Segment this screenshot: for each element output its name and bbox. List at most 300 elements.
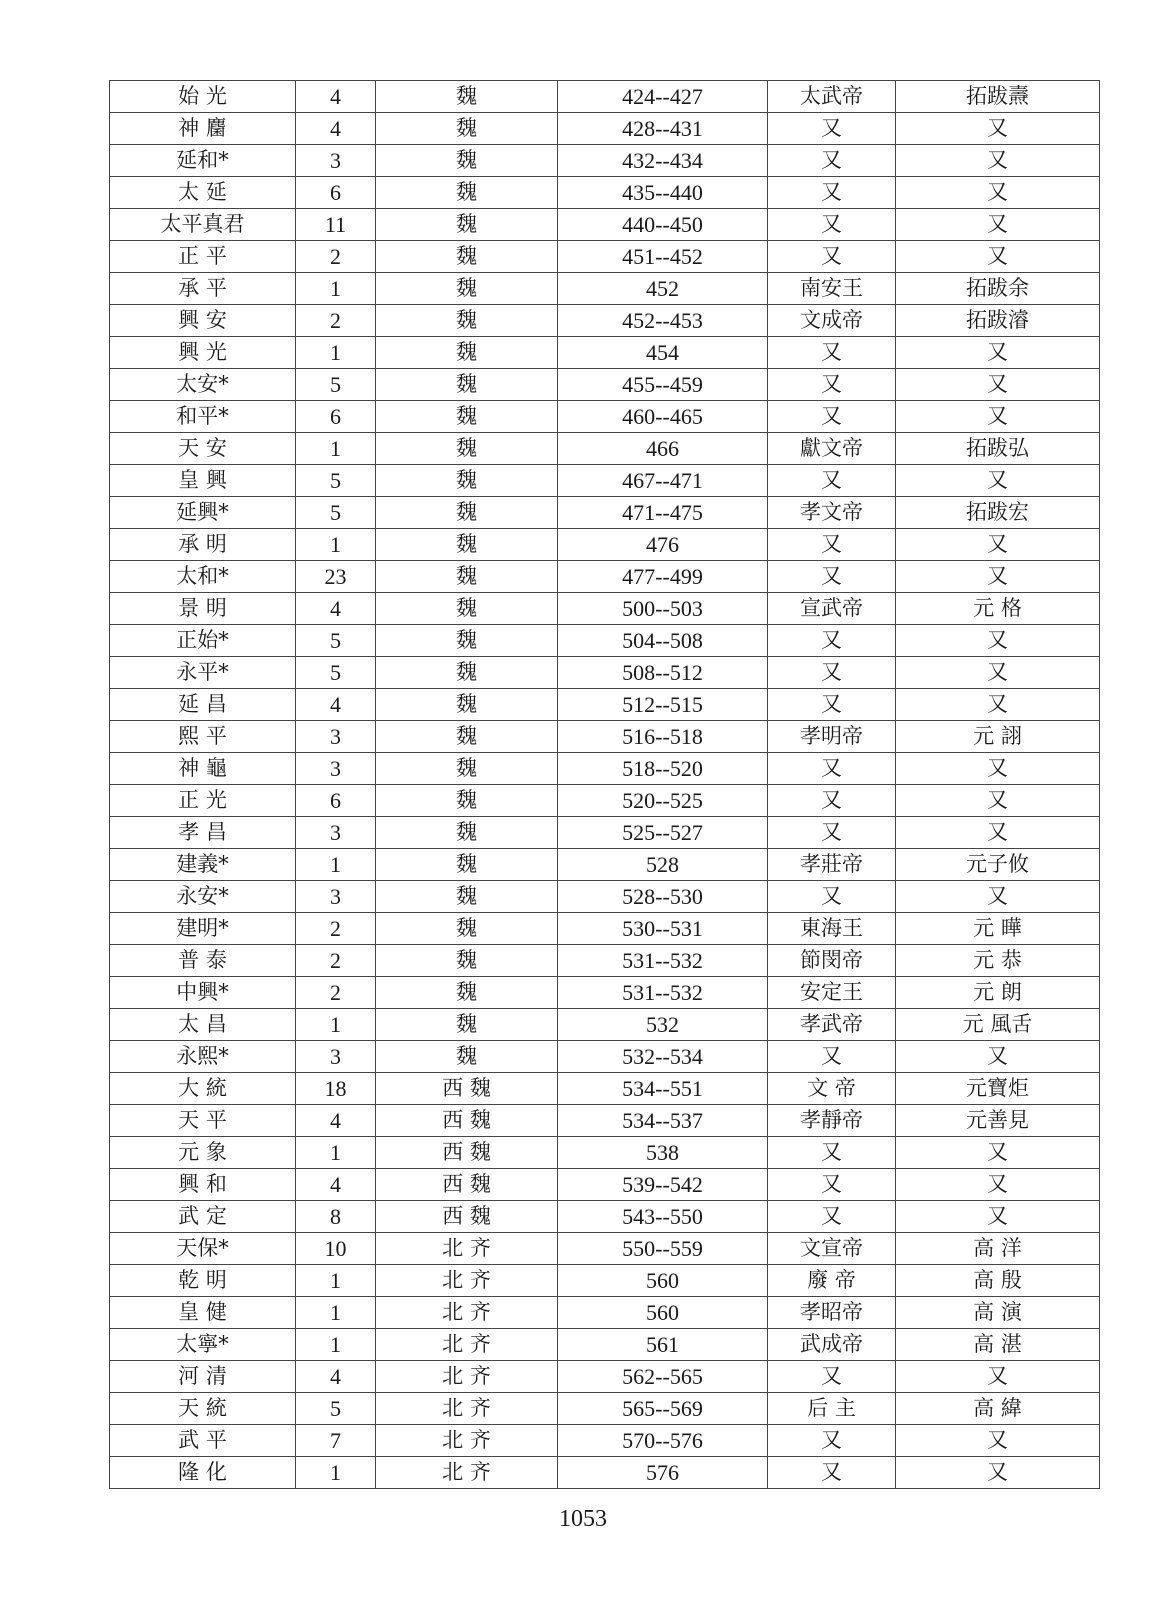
table-row — [110, 785, 1100, 817]
emperor-title-cell: 又 — [768, 529, 896, 561]
table-row — [110, 1329, 1100, 1361]
emperor-title-cell: 節閔帝 — [768, 945, 896, 977]
years-count-cell: 5 — [296, 1393, 376, 1425]
emperor-title-cell: 文成帝 — [768, 305, 896, 337]
era-name-cell: 元 象 — [110, 1137, 296, 1169]
dynasty-cell: 魏 — [376, 1041, 558, 1073]
dynasty-cell: 魏 — [376, 913, 558, 945]
emperor-name-cell: 高 洋 — [896, 1233, 1100, 1265]
era-name-cell: 河 清 — [110, 1361, 296, 1393]
dynasty-cell: 北 齐 — [376, 1425, 558, 1457]
era-name-cell: 天保* — [110, 1233, 296, 1265]
emperor-name-cell: 又 — [896, 1041, 1100, 1073]
dynasty-cell: 西 魏 — [376, 1137, 558, 1169]
table-row — [110, 1041, 1100, 1073]
table-row — [110, 497, 1100, 529]
emperor-title-cell: 又 — [768, 561, 896, 593]
year-range-cell: 560 — [558, 1265, 768, 1297]
era-name-cell: 孝 昌 — [110, 817, 296, 849]
table-row — [110, 305, 1100, 337]
year-range-cell: 538 — [558, 1137, 768, 1169]
dynasty-cell: 魏 — [376, 497, 558, 529]
years-count-cell: 1 — [296, 1265, 376, 1297]
era-name-cell: 普 泰 — [110, 945, 296, 977]
years-count-cell: 1 — [296, 337, 376, 369]
table-row — [110, 1073, 1100, 1105]
years-count-cell: 5 — [296, 625, 376, 657]
emperor-title-cell: 孝明帝 — [768, 721, 896, 753]
era-table-body — [110, 81, 1100, 1489]
emperor-name-cell: 又 — [896, 209, 1100, 241]
emperor-title-cell: 又 — [768, 817, 896, 849]
emperor-name-cell: 又 — [896, 817, 1100, 849]
emperor-name-cell: 又 — [896, 1137, 1100, 1169]
year-range-cell: 565--569 — [558, 1393, 768, 1425]
emperor-name-cell: 又 — [896, 1201, 1100, 1233]
years-count-cell: 1 — [296, 1009, 376, 1041]
year-range-cell: 530--531 — [558, 913, 768, 945]
table-row — [110, 1265, 1100, 1297]
years-count-cell: 2 — [296, 305, 376, 337]
emperor-title-cell: 又 — [768, 465, 896, 497]
emperor-title-cell: 又 — [768, 177, 896, 209]
emperor-title-cell: 又 — [768, 1457, 896, 1489]
dynasty-cell: 魏 — [376, 81, 558, 113]
table-row — [110, 1233, 1100, 1265]
era-name-cell: 永平* — [110, 657, 296, 689]
era-name-cell: 建明* — [110, 913, 296, 945]
emperor-name-cell: 元 曄 — [896, 913, 1100, 945]
era-name-cell: 神 龜 — [110, 753, 296, 785]
dynasty-cell: 魏 — [376, 273, 558, 305]
years-count-cell: 10 — [296, 1233, 376, 1265]
dynasty-cell: 魏 — [376, 433, 558, 465]
emperor-name-cell: 又 — [896, 177, 1100, 209]
years-count-cell: 5 — [296, 657, 376, 689]
dynasty-cell: 魏 — [376, 721, 558, 753]
year-range-cell: 432--434 — [558, 145, 768, 177]
emperor-name-cell: 又 — [896, 689, 1100, 721]
dynasty-cell: 北 齐 — [376, 1329, 558, 1361]
year-range-cell: 476 — [558, 529, 768, 561]
table-row — [110, 241, 1100, 273]
era-name-cell: 熙 平 — [110, 721, 296, 753]
years-count-cell: 1 — [296, 433, 376, 465]
dynasty-cell: 魏 — [376, 561, 558, 593]
years-count-cell: 3 — [296, 881, 376, 913]
emperor-name-cell: 元 風舌 — [896, 1009, 1100, 1041]
emperor-name-cell: 又 — [896, 561, 1100, 593]
year-range-cell: 570--576 — [558, 1425, 768, 1457]
table-row — [110, 721, 1100, 753]
dynasty-cell: 北 齐 — [376, 1265, 558, 1297]
year-range-cell: 562--565 — [558, 1361, 768, 1393]
emperor-name-cell: 又 — [896, 1425, 1100, 1457]
era-name-cell: 興 和 — [110, 1169, 296, 1201]
dynasty-cell: 西 魏 — [376, 1201, 558, 1233]
year-range-cell: 504--508 — [558, 625, 768, 657]
dynasty-cell: 魏 — [376, 465, 558, 497]
years-count-cell: 1 — [296, 1457, 376, 1489]
dynasty-cell: 魏 — [376, 369, 558, 401]
table-row — [110, 945, 1100, 977]
table-row — [110, 145, 1100, 177]
era-name-cell: 太和* — [110, 561, 296, 593]
years-count-cell: 4 — [296, 1361, 376, 1393]
table-row — [110, 657, 1100, 689]
era-name-cell: 皇 興 — [110, 465, 296, 497]
year-range-cell: 531--532 — [558, 977, 768, 1009]
emperor-name-cell: 又 — [896, 625, 1100, 657]
year-range-cell: 531--532 — [558, 945, 768, 977]
era-name-cell: 承 平 — [110, 273, 296, 305]
emperor-name-cell: 拓跋弘 — [896, 433, 1100, 465]
emperor-name-cell: 元 朗 — [896, 977, 1100, 1009]
emperor-name-cell: 又 — [896, 1361, 1100, 1393]
era-name-cell: 承 明 — [110, 529, 296, 561]
era-name-cell: 乾 明 — [110, 1265, 296, 1297]
era-name-cell: 神 麕 — [110, 113, 296, 145]
table-row — [110, 1169, 1100, 1201]
emperor-title-cell: 孝莊帝 — [768, 849, 896, 881]
years-count-cell: 1 — [296, 1329, 376, 1361]
table-row — [110, 81, 1100, 113]
emperor-name-cell: 元 格 — [896, 593, 1100, 625]
emperor-name-cell: 拓跋燾 — [896, 81, 1100, 113]
era-name-cell: 正 光 — [110, 785, 296, 817]
era-name-cell: 始 光 — [110, 81, 296, 113]
emperor-name-cell: 又 — [896, 1169, 1100, 1201]
dynasty-cell: 西 魏 — [376, 1073, 558, 1105]
years-count-cell: 3 — [296, 817, 376, 849]
emperor-name-cell: 拓跋濬 — [896, 305, 1100, 337]
year-range-cell: 466 — [558, 433, 768, 465]
emperor-name-cell: 元 詡 — [896, 721, 1100, 753]
dynasty-cell: 魏 — [376, 849, 558, 881]
year-range-cell: 471--475 — [558, 497, 768, 529]
years-count-cell: 18 — [296, 1073, 376, 1105]
dynasty-cell: 魏 — [376, 881, 558, 913]
year-range-cell: 516--518 — [558, 721, 768, 753]
dynasty-cell: 北 齐 — [376, 1393, 558, 1425]
table-row — [110, 401, 1100, 433]
years-count-cell: 1 — [296, 849, 376, 881]
era-name-cell: 興 光 — [110, 337, 296, 369]
year-range-cell: 460--465 — [558, 401, 768, 433]
table-row — [110, 977, 1100, 1009]
years-count-cell: 1 — [296, 1137, 376, 1169]
era-name-cell: 正 平 — [110, 241, 296, 273]
year-range-cell: 512--515 — [558, 689, 768, 721]
emperor-title-cell: 廢 帝 — [768, 1265, 896, 1297]
emperor-name-cell: 高 演 — [896, 1297, 1100, 1329]
era-name-cell: 太 昌 — [110, 1009, 296, 1041]
years-count-cell: 1 — [296, 1297, 376, 1329]
year-range-cell: 543--550 — [558, 1201, 768, 1233]
dynasty-cell: 魏 — [376, 177, 558, 209]
years-count-cell: 6 — [296, 401, 376, 433]
emperor-name-cell: 元寶炬 — [896, 1073, 1100, 1105]
years-count-cell: 4 — [296, 1105, 376, 1137]
emperor-title-cell: 又 — [768, 241, 896, 273]
era-name-table — [109, 80, 1100, 1489]
table-row — [110, 209, 1100, 241]
year-range-cell: 561 — [558, 1329, 768, 1361]
year-range-cell: 454 — [558, 337, 768, 369]
era-name-cell: 武 平 — [110, 1425, 296, 1457]
table-row — [110, 1201, 1100, 1233]
table-row — [110, 625, 1100, 657]
era-name-cell: 天 平 — [110, 1105, 296, 1137]
years-count-cell: 1 — [296, 529, 376, 561]
emperor-title-cell: 文宣帝 — [768, 1233, 896, 1265]
years-count-cell: 3 — [296, 145, 376, 177]
year-range-cell: 532 — [558, 1009, 768, 1041]
year-range-cell: 455--459 — [558, 369, 768, 401]
year-range-cell: 532--534 — [558, 1041, 768, 1073]
era-name-cell: 天 統 — [110, 1393, 296, 1425]
years-count-cell: 3 — [296, 1041, 376, 1073]
emperor-title-cell: 又 — [768, 689, 896, 721]
emperor-title-cell: 又 — [768, 113, 896, 145]
years-count-cell: 4 — [296, 689, 376, 721]
emperor-title-cell: 又 — [768, 881, 896, 913]
era-name-cell: 延興* — [110, 497, 296, 529]
emperor-name-cell: 又 — [896, 241, 1100, 273]
table-row — [110, 1297, 1100, 1329]
year-range-cell: 534--537 — [558, 1105, 768, 1137]
dynasty-cell: 魏 — [376, 1009, 558, 1041]
years-count-cell: 6 — [296, 177, 376, 209]
emperor-title-cell: 孝武帝 — [768, 1009, 896, 1041]
era-name-cell: 中興* — [110, 977, 296, 1009]
emperor-title-cell: 又 — [768, 401, 896, 433]
year-range-cell: 520--525 — [558, 785, 768, 817]
table-row — [110, 881, 1100, 913]
years-count-cell: 3 — [296, 753, 376, 785]
year-range-cell: 576 — [558, 1457, 768, 1489]
emperor-title-cell: 東海王 — [768, 913, 896, 945]
table-row — [110, 273, 1100, 305]
era-name-cell: 皇 健 — [110, 1297, 296, 1329]
year-range-cell: 534--551 — [558, 1073, 768, 1105]
era-name-cell: 延和* — [110, 145, 296, 177]
era-name-cell: 太安* — [110, 369, 296, 401]
emperor-name-cell: 又 — [896, 529, 1100, 561]
year-range-cell: 539--542 — [558, 1169, 768, 1201]
era-name-cell: 和平* — [110, 401, 296, 433]
year-range-cell: 467--471 — [558, 465, 768, 497]
emperor-name-cell: 拓跋宏 — [896, 497, 1100, 529]
year-range-cell: 550--559 — [558, 1233, 768, 1265]
table-row — [110, 465, 1100, 497]
years-count-cell: 1 — [296, 273, 376, 305]
dynasty-cell: 魏 — [376, 753, 558, 785]
emperor-name-cell: 高 緯 — [896, 1393, 1100, 1425]
table-row — [110, 913, 1100, 945]
emperor-name-cell: 又 — [896, 337, 1100, 369]
years-count-cell: 4 — [296, 113, 376, 145]
years-count-cell: 4 — [296, 81, 376, 113]
year-range-cell: 508--512 — [558, 657, 768, 689]
era-name-cell: 興 安 — [110, 305, 296, 337]
era-name-cell: 正始* — [110, 625, 296, 657]
emperor-title-cell: 又 — [768, 209, 896, 241]
year-range-cell: 528 — [558, 849, 768, 881]
table-row — [110, 433, 1100, 465]
table-row — [110, 113, 1100, 145]
era-name-cell: 永熙* — [110, 1041, 296, 1073]
emperor-title-cell: 又 — [768, 1169, 896, 1201]
dynasty-cell: 魏 — [376, 145, 558, 177]
emperor-title-cell: 又 — [768, 657, 896, 689]
table-row — [110, 529, 1100, 561]
emperor-title-cell: 又 — [768, 1137, 896, 1169]
years-count-cell: 5 — [296, 369, 376, 401]
emperor-name-cell: 元 恭 — [896, 945, 1100, 977]
years-count-cell: 2 — [296, 241, 376, 273]
emperor-name-cell: 元善見 — [896, 1105, 1100, 1137]
emperor-title-cell: 孝昭帝 — [768, 1297, 896, 1329]
dynasty-cell: 西 魏 — [376, 1105, 558, 1137]
emperor-title-cell: 太武帝 — [768, 81, 896, 113]
emperor-name-cell: 又 — [896, 881, 1100, 913]
table-row — [110, 849, 1100, 881]
emperor-title-cell: 又 — [768, 1041, 896, 1073]
era-name-cell: 永安* — [110, 881, 296, 913]
table-row — [110, 753, 1100, 785]
table-row — [110, 593, 1100, 625]
dynasty-cell: 魏 — [376, 209, 558, 241]
emperor-title-cell: 又 — [768, 1425, 896, 1457]
era-name-cell: 天 安 — [110, 433, 296, 465]
emperor-title-cell: 獻文帝 — [768, 433, 896, 465]
year-range-cell: 428--431 — [558, 113, 768, 145]
years-count-cell: 5 — [296, 465, 376, 497]
emperor-name-cell: 又 — [896, 369, 1100, 401]
years-count-cell: 5 — [296, 497, 376, 529]
table-row — [110, 561, 1100, 593]
years-count-cell: 2 — [296, 977, 376, 1009]
table-row — [110, 337, 1100, 369]
table-row — [110, 1361, 1100, 1393]
year-range-cell: 525--527 — [558, 817, 768, 849]
table-row — [110, 817, 1100, 849]
emperor-title-cell: 孝靜帝 — [768, 1105, 896, 1137]
dynasty-cell: 魏 — [376, 625, 558, 657]
era-name-cell: 武 定 — [110, 1201, 296, 1233]
dynasty-cell: 北 齐 — [376, 1233, 558, 1265]
years-count-cell: 23 — [296, 561, 376, 593]
years-count-cell: 4 — [296, 1169, 376, 1201]
years-count-cell: 2 — [296, 913, 376, 945]
era-name-cell: 太 延 — [110, 177, 296, 209]
era-name-cell: 建義* — [110, 849, 296, 881]
year-range-cell: 424--427 — [558, 81, 768, 113]
table-row — [110, 1393, 1100, 1425]
era-name-cell: 隆 化 — [110, 1457, 296, 1489]
emperor-title-cell: 后 主 — [768, 1393, 896, 1425]
dynasty-cell: 魏 — [376, 305, 558, 337]
emperor-title-cell: 南安王 — [768, 273, 896, 305]
emperor-title-cell: 又 — [768, 145, 896, 177]
years-count-cell: 11 — [296, 209, 376, 241]
dynasty-cell: 魏 — [376, 241, 558, 273]
dynasty-cell: 魏 — [376, 977, 558, 1009]
table-row — [110, 369, 1100, 401]
year-range-cell: 440--450 — [558, 209, 768, 241]
emperor-name-cell: 又 — [896, 753, 1100, 785]
years-count-cell: 3 — [296, 721, 376, 753]
dynasty-cell: 魏 — [376, 401, 558, 433]
year-range-cell: 500--503 — [558, 593, 768, 625]
emperor-name-cell: 又 — [896, 401, 1100, 433]
era-name-cell: 太平真君 — [110, 209, 296, 241]
emperor-title-cell: 又 — [768, 337, 896, 369]
dynasty-cell: 魏 — [376, 817, 558, 849]
emperor-title-cell: 又 — [768, 369, 896, 401]
emperor-title-cell: 又 — [768, 1361, 896, 1393]
year-range-cell: 528--530 — [558, 881, 768, 913]
emperor-title-cell: 文 帝 — [768, 1073, 896, 1105]
table-row — [110, 689, 1100, 721]
years-count-cell: 8 — [296, 1201, 376, 1233]
era-name-cell: 大 統 — [110, 1073, 296, 1105]
years-count-cell: 4 — [296, 593, 376, 625]
years-count-cell: 7 — [296, 1425, 376, 1457]
emperor-name-cell: 又 — [896, 1457, 1100, 1489]
table-row — [110, 1105, 1100, 1137]
dynasty-cell: 魏 — [376, 785, 558, 817]
emperor-name-cell: 又 — [896, 657, 1100, 689]
emperor-title-cell: 孝文帝 — [768, 497, 896, 529]
emperor-title-cell: 又 — [768, 625, 896, 657]
table-row — [110, 177, 1100, 209]
year-range-cell: 560 — [558, 1297, 768, 1329]
year-range-cell: 477--499 — [558, 561, 768, 593]
emperor-title-cell: 安定王 — [768, 977, 896, 1009]
emperor-title-cell: 又 — [768, 753, 896, 785]
table-row — [110, 1425, 1100, 1457]
dynasty-cell: 魏 — [376, 945, 558, 977]
year-range-cell: 518--520 — [558, 753, 768, 785]
era-name-cell: 延 昌 — [110, 689, 296, 721]
emperor-title-cell: 宣武帝 — [768, 593, 896, 625]
dynasty-cell: 北 齐 — [376, 1457, 558, 1489]
era-name-cell: 太寧* — [110, 1329, 296, 1361]
emperor-name-cell: 又 — [896, 785, 1100, 817]
dynasty-cell: 魏 — [376, 657, 558, 689]
dynasty-cell: 北 齐 — [376, 1297, 558, 1329]
emperor-title-cell: 又 — [768, 785, 896, 817]
dynasty-cell: 北 齐 — [376, 1361, 558, 1393]
year-range-cell: 451--452 — [558, 241, 768, 273]
emperor-title-cell: 武成帝 — [768, 1329, 896, 1361]
year-range-cell: 452 — [558, 273, 768, 305]
table-row — [110, 1137, 1100, 1169]
emperor-name-cell: 又 — [896, 145, 1100, 177]
years-count-cell: 2 — [296, 945, 376, 977]
emperor-name-cell: 元子攸 — [896, 849, 1100, 881]
emperor-name-cell: 又 — [896, 465, 1100, 497]
dynasty-cell: 西 魏 — [376, 1169, 558, 1201]
emperor-name-cell: 拓跋余 — [896, 273, 1100, 305]
year-range-cell: 452--453 — [558, 305, 768, 337]
table-row — [110, 1009, 1100, 1041]
years-count-cell: 6 — [296, 785, 376, 817]
emperor-title-cell: 又 — [768, 1201, 896, 1233]
dynasty-cell: 魏 — [376, 113, 558, 145]
